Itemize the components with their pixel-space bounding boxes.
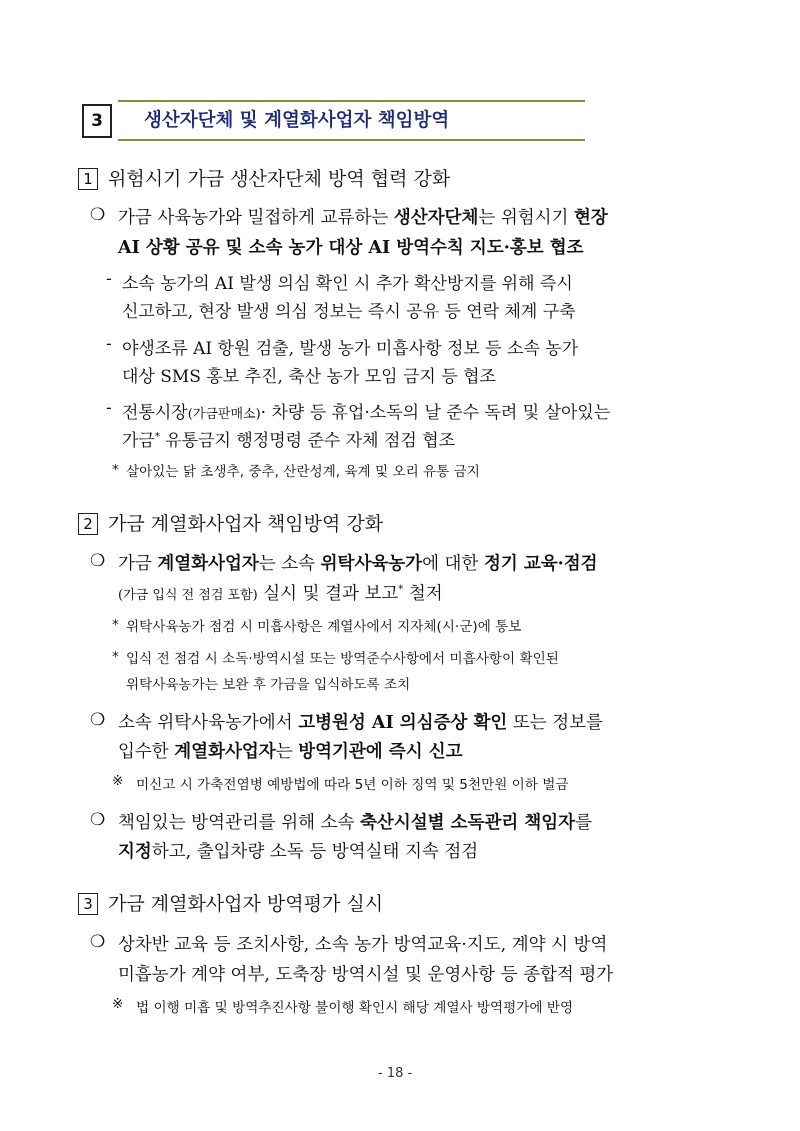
s1-bullet1-line1: 가금 사육농가와 밀접하게 교류하는 생산자단체는 위험시기 현장: [118, 208, 608, 228]
subsection-number-2: 2: [78, 513, 98, 535]
dash-bullet: -: [106, 269, 112, 289]
page-number: - 18 -: [378, 1066, 413, 1081]
circle-bullet: ❍: [90, 551, 106, 571]
circle-bullet: ❍: [90, 710, 106, 730]
reference-mark: ※: [112, 773, 124, 789]
s3-bullet1-line2: 미흡농가 계약 여부, 도축장 방역시설 및 운영사항 등 종합적 평가: [118, 965, 614, 985]
s2-bullet3-line2: 지정하고, 출입차량 소독 등 방역실태 지속 점검: [118, 842, 479, 862]
s2-bullet1-line2: (가금 입식 전 점검 포함) 실시 및 결과 보고* 철저: [118, 584, 443, 604]
s1-bullet1-line2: AI 상황 공유 및 소속 농가 대상 AI 방역수칙 지도·홍보 협조: [118, 238, 584, 258]
header-title: 생산자단체 및 계열화사업자 책임방역: [144, 110, 450, 131]
circle-bullet: ❍: [90, 205, 106, 225]
section-number-box: 3: [82, 104, 112, 138]
s1-note1: 살아있는 닭 초생추, 중추, 산란성계, 육계 및 오리 유통 금지: [126, 464, 480, 480]
s1-dash2-line2: 대상 SMS 홍보 추진, 축산 농가 모임 금지 등 협조: [122, 367, 496, 387]
s1-dash2-line1: 야생조류 AI 항원 검출, 발생 농가 미흡사항 정보 등 소속 농가: [122, 339, 579, 359]
subsection-title-2: 가금 계열화사업자 책임방역 강화: [108, 513, 384, 535]
s3-bullet1-line1: 상차반 교육 등 조치사항, 소속 농가 방역교육·지도, 계약 시 방역: [118, 935, 608, 955]
reference-mark: ※: [112, 996, 124, 1012]
header-bottom-rule: [118, 139, 585, 141]
s1-dash1-line2: 신고하고, 현장 발생 의심 정보는 즉시 공유 등 연락 체계 구축: [122, 302, 576, 322]
header-top-rule: [118, 100, 585, 102]
subsection-number-3: 3: [78, 893, 98, 915]
circle-bullet: ❍: [90, 932, 106, 952]
s2-note2-line1: 입식 전 점검 시 소독·방역시설 또는 방역준수사항에서 미흡사항이 확인된: [126, 651, 559, 667]
asterisk-mark: *: [112, 617, 119, 633]
subsection-title-1: 위험시기 가금 생산자단체 방역 협력 강화: [108, 168, 451, 190]
s2-bullet2-line1: 소속 위탁사육농가에서 고병원성 AI 의심증상 확인 또는 정보를: [118, 713, 603, 733]
s1-dash3-line1: 전통시장(가금판매소)· 차량 등 휴업·소독의 날 준수 독려 및 살아있는: [122, 403, 611, 423]
s2-bullet3-line1: 책임있는 방역관리를 위해 소속 축산시설별 소독관리 책임자를: [118, 813, 592, 833]
s2-ref1: 미신고 시 가축전염병 예방법에 따라 5년 이하 징역 및 5천만원 이하 벌금: [136, 777, 569, 793]
s2-note1: 위탁사육농가 점검 시 미흡사항은 계열사에서 지자체(시·군)에 통보: [126, 619, 522, 635]
s2-note2-line2: 위탁사육농가는 보완 후 가금을 입식하도록 조치: [126, 677, 411, 693]
asterisk-mark: *: [112, 462, 119, 478]
s3-ref1: 법 이행 미흡 및 방역추진사항 불이행 확인시 해당 계열사 방역평가에 반영: [136, 1000, 574, 1016]
s1-dash1-line1: 소속 농가의 AI 발생 의심 확인 시 추가 확산방지를 위해 즉시: [122, 274, 573, 294]
s1-dash3-line2: 가금* 유통금지 행정명령 준수 자체 점검 협조: [122, 431, 456, 451]
subsection-title-3: 가금 계열화사업자 방역평가 실시: [108, 893, 384, 915]
s2-bullet2-line2: 입수한 계열화사업자는 방역기관에 즉시 신고: [118, 742, 463, 762]
dash-bullet: -: [106, 334, 112, 354]
asterisk-mark: *: [112, 649, 119, 665]
subsection-number-1: 1: [78, 168, 98, 190]
circle-bullet: ❍: [90, 810, 106, 830]
s2-bullet1-line1: 가금 계열화사업자는 소속 위탁사육농가에 대한 정기 교육·점검: [118, 554, 598, 574]
dash-bullet: -: [106, 398, 112, 418]
